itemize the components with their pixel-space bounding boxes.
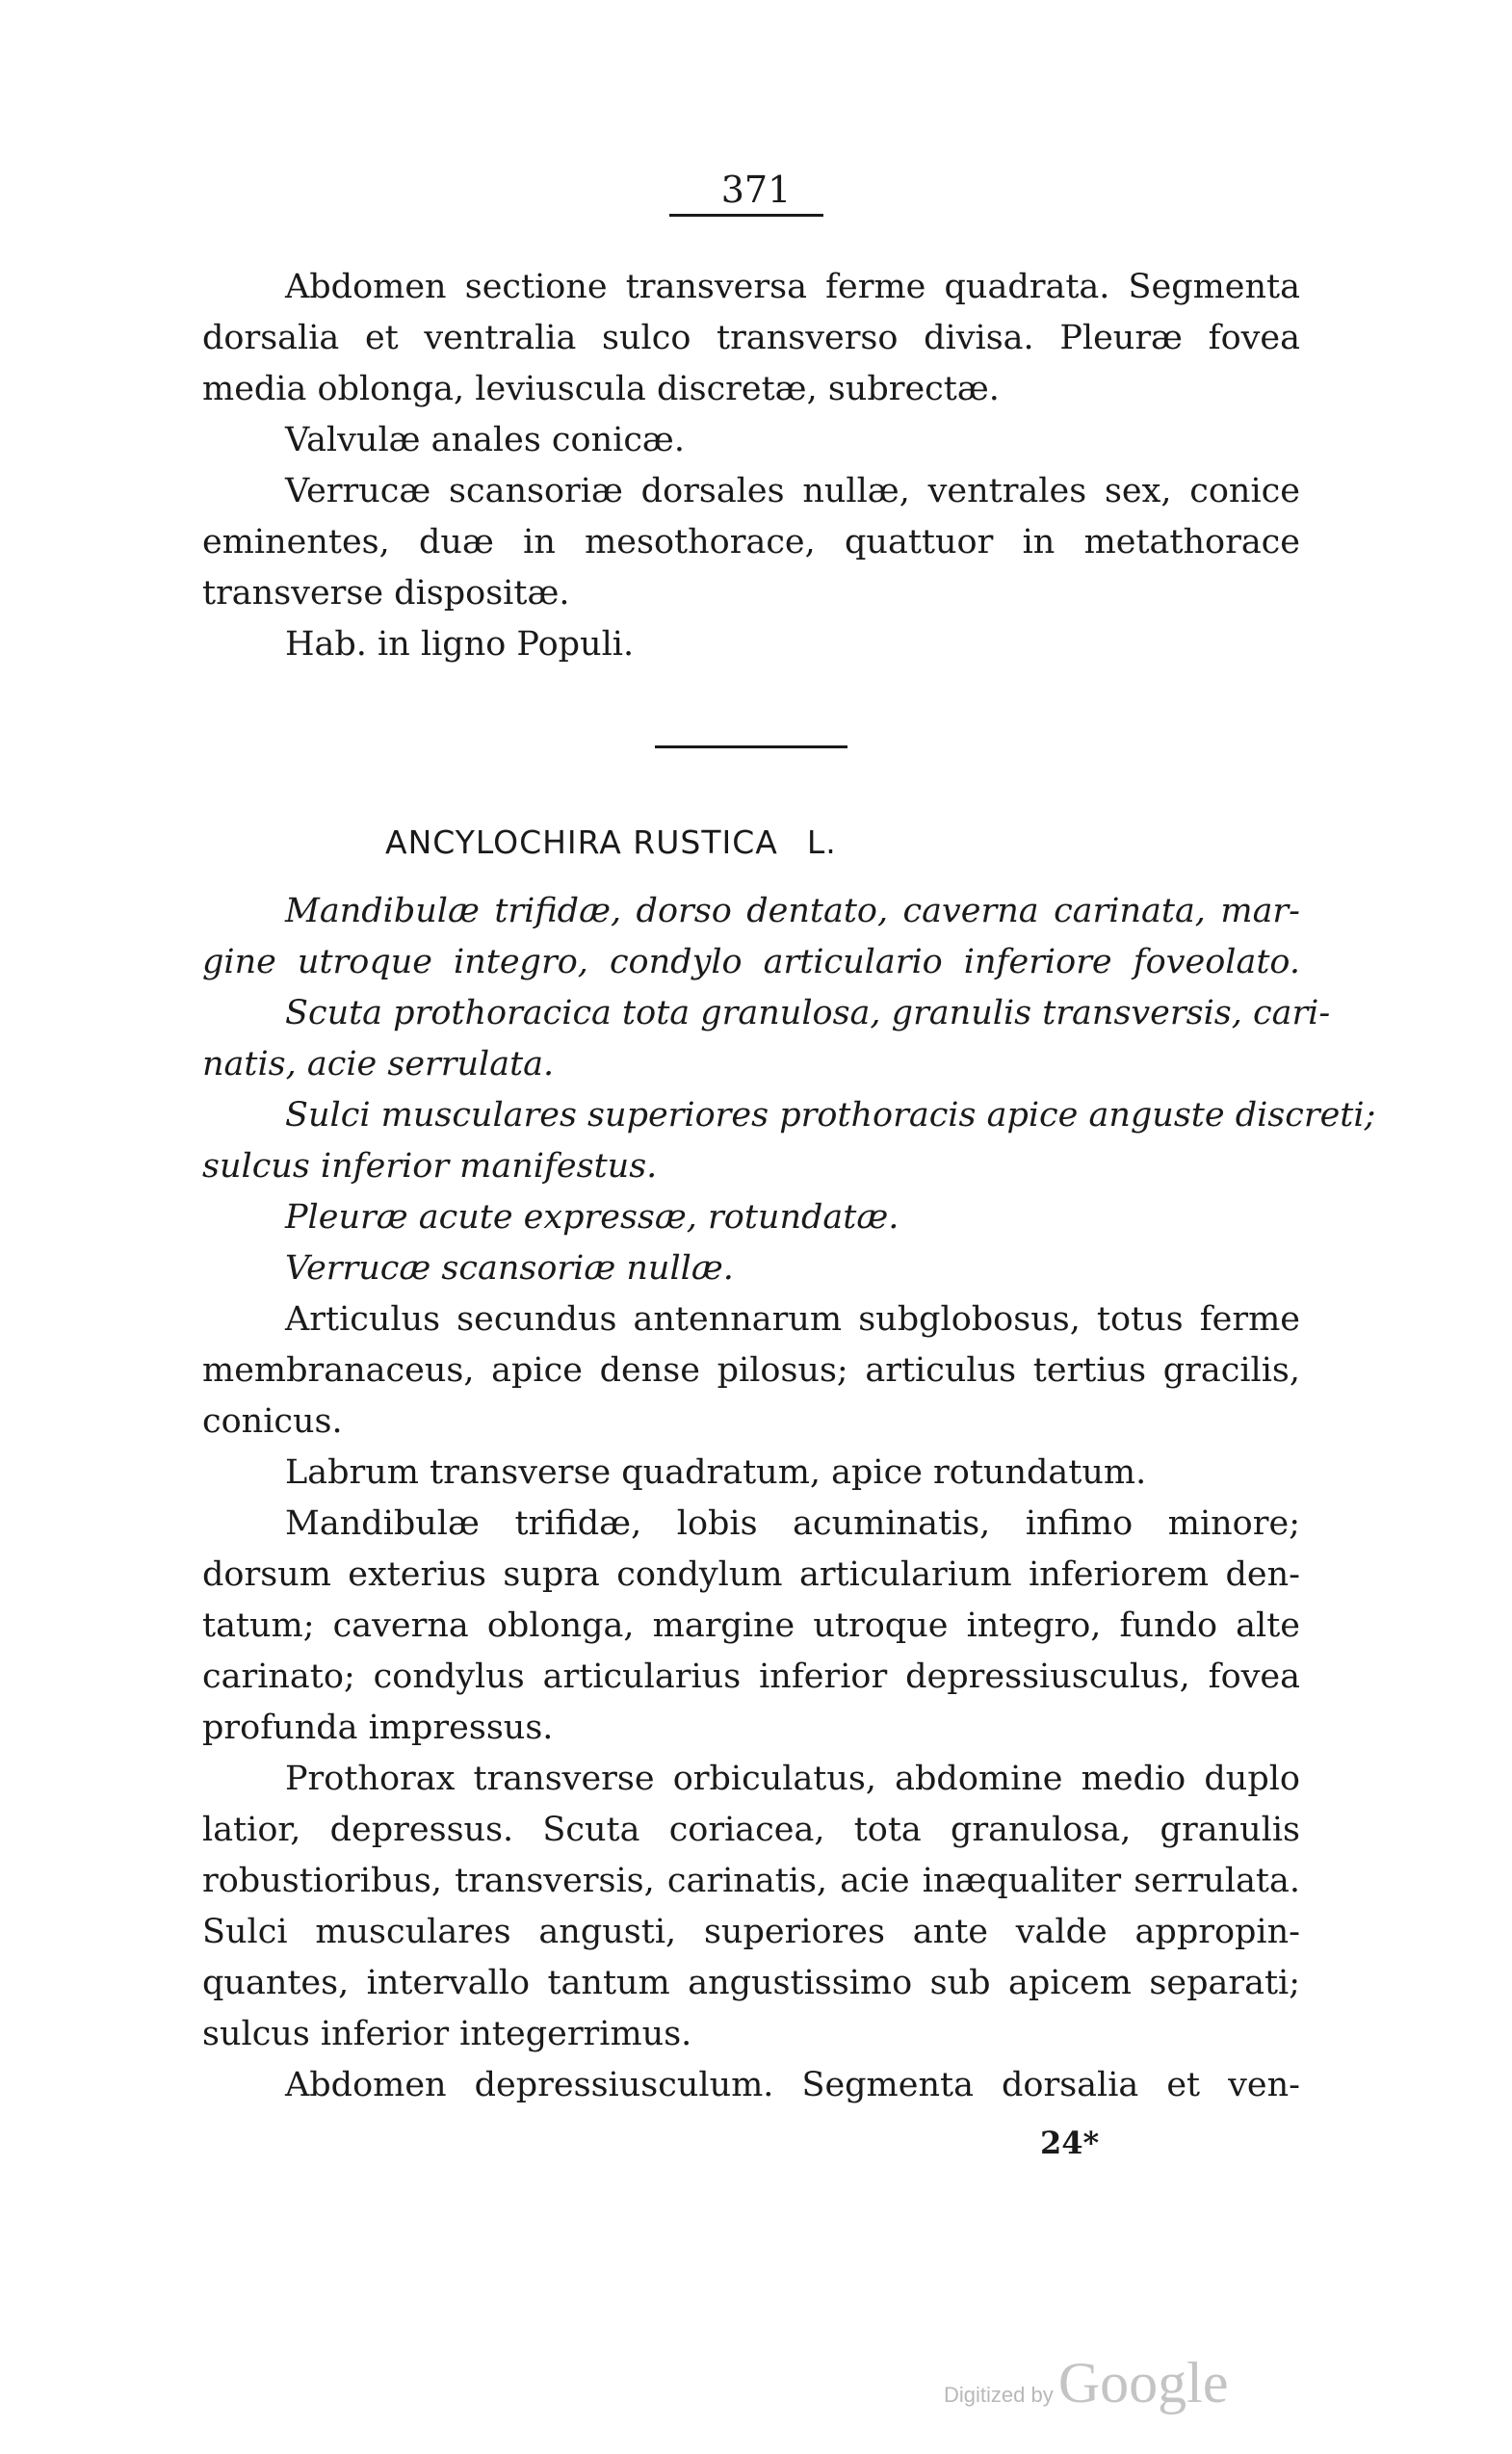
text-line: dorsalia et ventralia sulco transverso divisa. Pleuræ fovea (202, 319, 1300, 357)
text-line: Sulci musculares superiores prothoracis apice anguste discreti; (285, 1096, 1376, 1135)
text-line: Sulci musculares angusti, superiores ante valde appropin- (202, 1913, 1300, 1951)
text-line: Verrucæ scansoriæ nullæ. (285, 1249, 734, 1288)
text-line: conicus. (202, 1402, 343, 1441)
text-line: tatum; caverna oblonga, margine utroque integro, fundo alte (202, 1606, 1300, 1645)
signature-mark: 24* (1040, 2125, 1100, 2161)
text-line: gine utroque integro, condylo articulario inferiore foveolato. (202, 943, 1300, 981)
text-line: natis, acie serrulata. (202, 1045, 555, 1083)
text-line: Scuta prothoracica tota granulosa, granulis transversis, cari- (285, 994, 1331, 1032)
text-line: Articulus secundus antennarum subglobosus, totus ferme (285, 1300, 1300, 1339)
text-line: dorsum exterius supra condylum articularium inferiorem den- (202, 1555, 1300, 1594)
text-line: transverse dispositæ. (202, 574, 570, 613)
text-line: Pleuræ acute expressæ, rotundatæ. (285, 1198, 899, 1237)
text-line: eminentes, duæ in mesothorace, quattuor in metathorace (202, 523, 1300, 561)
digitized-prefix: Digitized by (944, 2383, 1054, 2407)
text-line: Mandibulæ trifidæ, lobis acuminatis, infimo minore; (285, 1504, 1300, 1543)
page-number-rule (669, 214, 823, 217)
digitized-watermark (944, 2350, 1228, 2437)
text-line: robustioribus, transversis, carinatis, acie inæqualiter serrulata. (202, 1862, 1300, 1900)
text-line: latior, depressus. Scuta coriacea, tota granulosa, granulis (202, 1811, 1300, 1849)
section-separator (655, 745, 847, 748)
section-1 (202, 262, 1300, 670)
species-author: L. (806, 823, 837, 861)
text-line: Verrucæ scansoriæ dorsales nullæ, ventrales sex, conice (285, 472, 1300, 510)
text-line: Abdomen sectione transversa ferme quadrata. Segmenta (285, 268, 1300, 306)
text-line: Valvulæ anales conicæ. (285, 421, 685, 459)
text-line: Labrum transverse quadratum, apice rotundatum. (285, 1453, 1147, 1492)
text-line: profunda impressus. (202, 1709, 554, 1747)
text-line: membranaceus, apice dense pilosus; articulus tertius gracilis, (202, 1351, 1300, 1390)
text-line: Prothorax transverse orbiculatus, abdomine medio duplo (285, 1760, 1300, 1798)
section-2 (202, 886, 1376, 2111)
google-logo: Google (1057, 2351, 1229, 2415)
page-number: 371 (720, 169, 792, 211)
species-heading (385, 819, 1117, 867)
text-line: carinato; condylus articularius inferior depressiusculus, fovea (202, 1658, 1300, 1696)
species-name: ANCYLOCHIRA RUSTICA (385, 823, 778, 861)
text-line: media oblonga, leviuscula discretæ, subrectæ. (202, 370, 1000, 408)
text-line: Hab. in ligno Populi. (285, 625, 635, 664)
text-line: quantes, intervallo tantum angustissimo sub apicem separati; (202, 1964, 1300, 2002)
text-line: Mandibulæ trifidæ, dorso dentato, caverna carinata, mar- (285, 892, 1300, 930)
text-line: sulcus inferior manifestus. (202, 1147, 658, 1186)
text-line: Abdomen depressiusculum. Segmenta dorsalia et ven- (285, 2066, 1300, 2104)
text-line: sulcus inferior integerrimus. (202, 2015, 692, 2053)
